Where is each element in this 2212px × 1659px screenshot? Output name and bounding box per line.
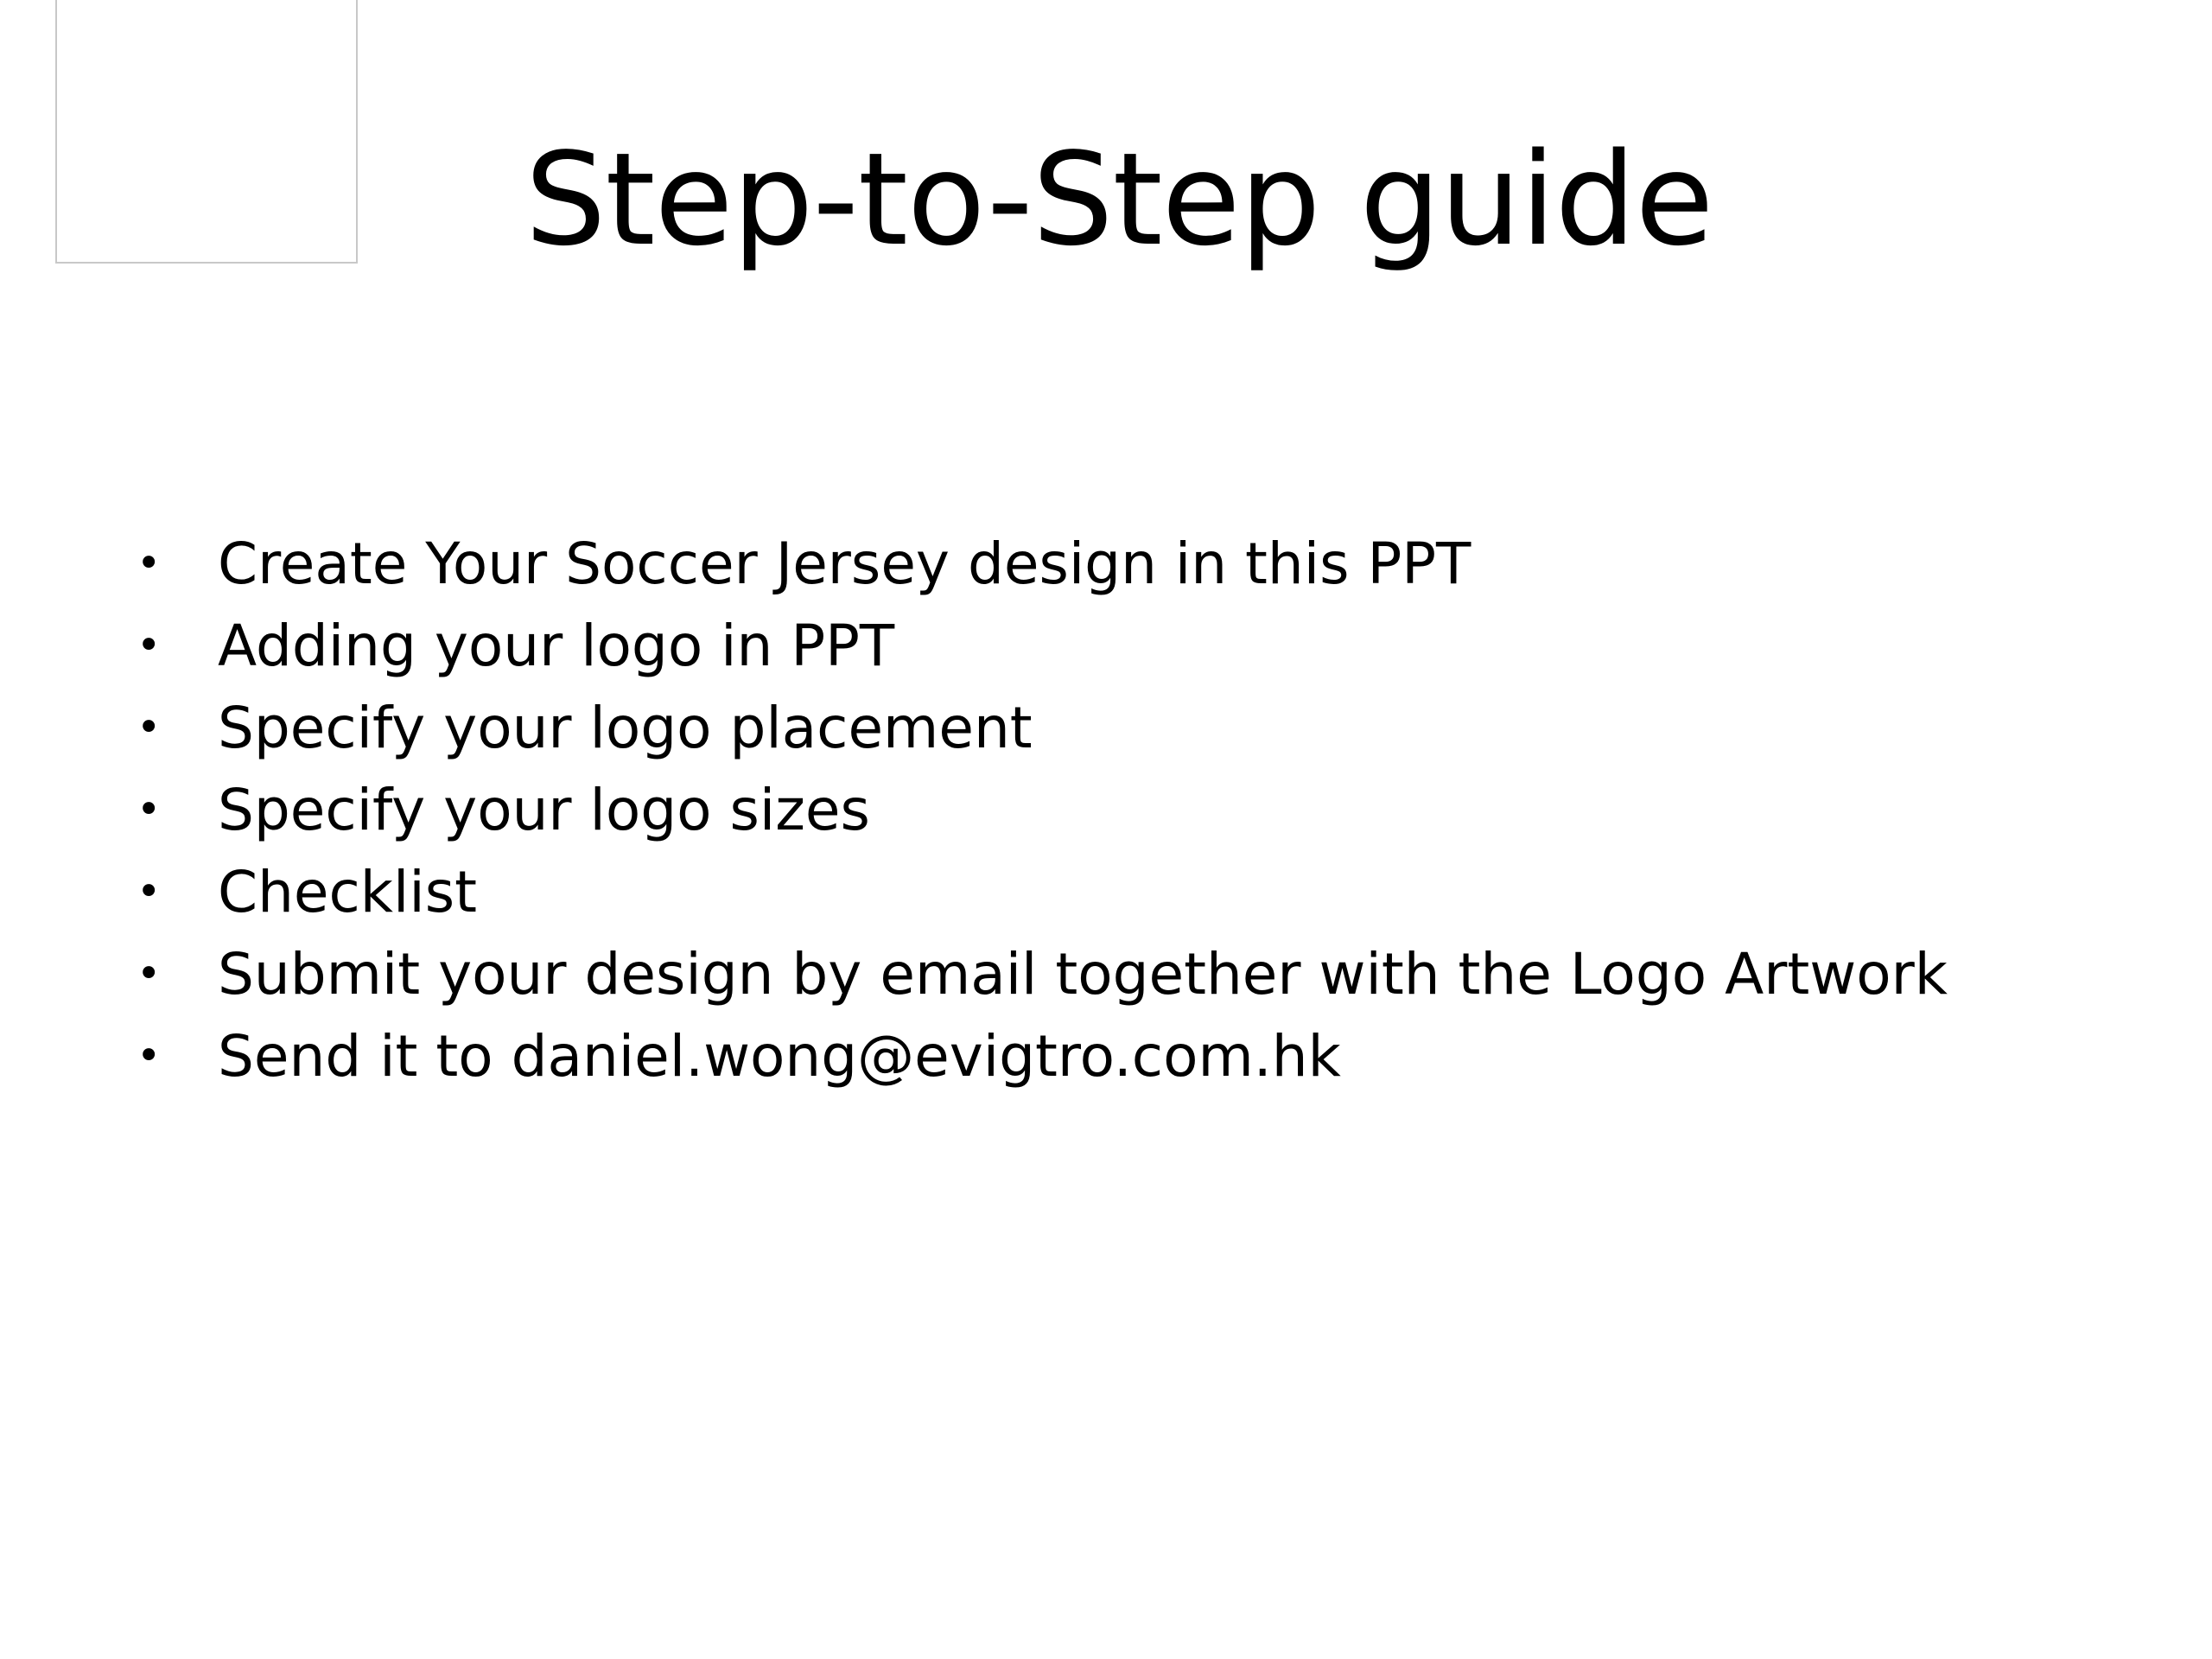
bullet-icon: • (137, 950, 162, 998)
list-item-text: Specify your logo placement (218, 695, 1033, 761)
bullet-icon: • (137, 785, 162, 834)
list-item-text: Checklist (218, 859, 477, 925)
bullet-icon: • (137, 868, 162, 916)
list-item (130, 523, 2160, 605)
list-item-text: Create Your Soccer Jersey design in this PPT (218, 531, 1471, 597)
bullet-icon: • (137, 1032, 162, 1080)
slide-title: Step-to-Step guide (524, 125, 1713, 274)
bullet-icon: • (137, 703, 162, 752)
list-item (130, 687, 2160, 769)
list-item (130, 1015, 2160, 1097)
bullet-list (130, 523, 2160, 1097)
list-item-text: Send it to daniel.wong@evigtro.com.hk (218, 1023, 1341, 1090)
bullet-icon: • (137, 621, 162, 670)
list-item (130, 933, 2160, 1015)
list-item-text: Adding your logo in PPT (218, 613, 895, 679)
bullet-icon: • (137, 539, 162, 588)
list-item (130, 605, 2160, 687)
list-item-text: Specify your logo sizes (218, 777, 870, 843)
list-item-text: Submit your design by email together with the Logo Artwork (218, 941, 1948, 1007)
list-item (130, 769, 2160, 851)
list-item (130, 851, 2160, 933)
